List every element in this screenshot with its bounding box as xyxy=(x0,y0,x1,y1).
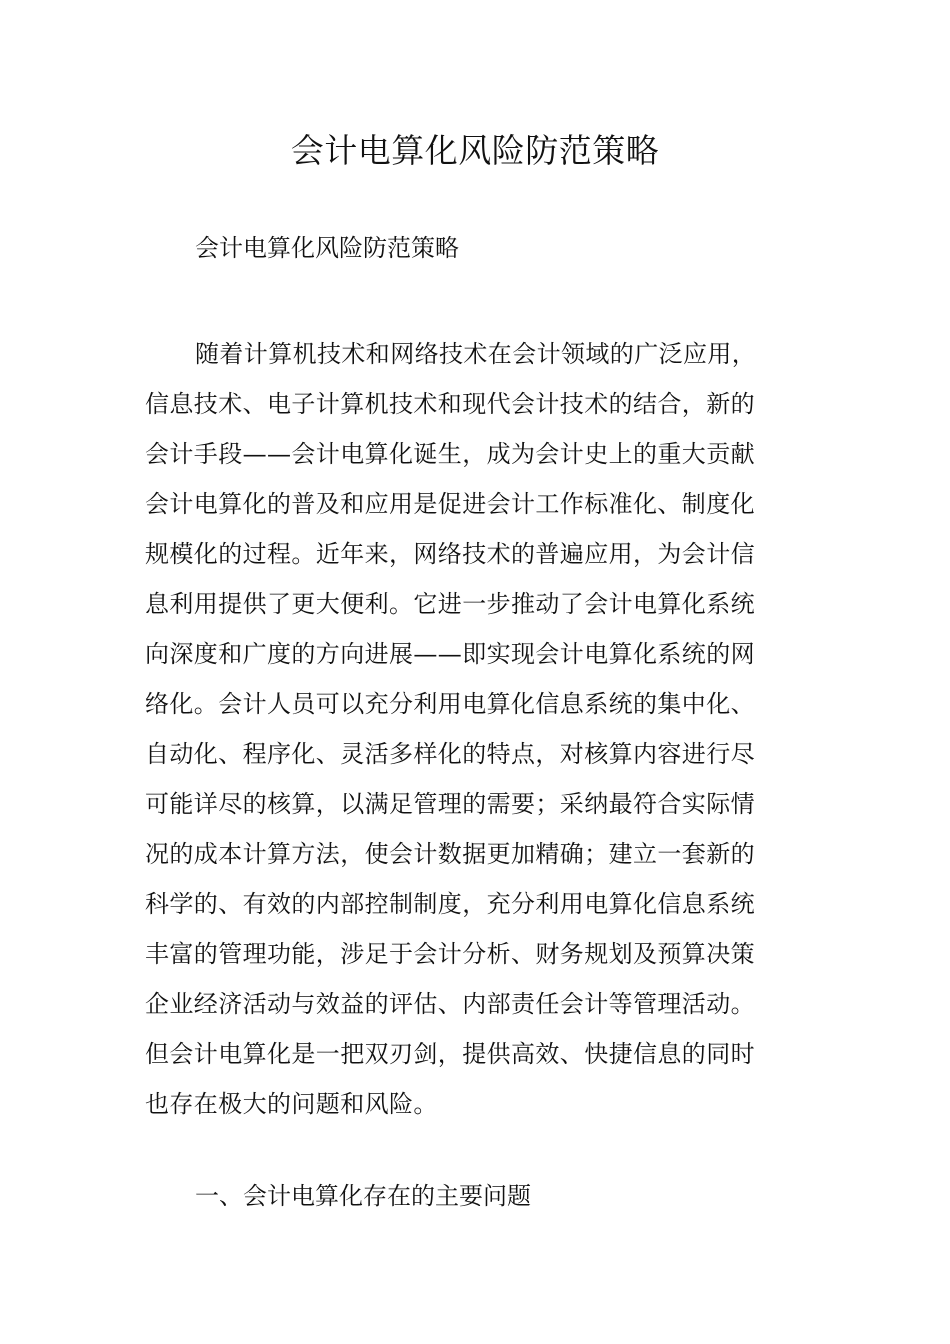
paragraph-line: 会计电算化的普及和应用是促进会计工作标准化、制度化 xyxy=(145,490,755,518)
paragraph-line: 但会计电算化是一把双刃剑，提供高效、快捷信息的同时 xyxy=(145,1040,755,1068)
body-paragraph xyxy=(145,329,807,1129)
document-title: 会计电算化风险防范策略 xyxy=(290,131,660,170)
paragraph-line: 自动化、程序化、灵活多样化的特点，对核算内容进行尽 xyxy=(145,740,755,768)
paragraph-line: 随着计算机技术和网络技术在会计领域的广泛应用， xyxy=(195,340,757,368)
paragraph-line: 络化。会计人员可以充分利用电算化信息系统的集中化、 xyxy=(145,690,755,718)
paragraph-line: 丰富的管理功能，涉足于会计分析、财务规划及预算决策 xyxy=(145,940,755,968)
paragraph-line: 向深度和广度的方向进展——即实现会计电算化系统的网 xyxy=(145,640,755,668)
paragraph-line: 也存在极大的问题和风险。 xyxy=(145,1090,438,1118)
paragraph-line: 企业经济活动与效益的评估、内部责任会计等管理活动。 xyxy=(145,990,755,1018)
section-heading: 一、会计电算化存在的主要问题 xyxy=(195,1182,531,1210)
paragraph-line: 会计手段——会计电算化诞生，成为会计史上的重大贡献 xyxy=(145,440,755,468)
document-subtitle: 会计电算化风险防范策略 xyxy=(195,234,459,262)
paragraph-line: 息利用提供了更大便利。它进一步推动了会计电算化系统 xyxy=(145,590,755,618)
paragraph-line: 科学的、有效的内部控制制度，充分利用电算化信息系统 xyxy=(145,890,755,918)
paragraph-line: 况的成本计算方法，使会计数据更加精确；建立一套新的 xyxy=(145,840,755,868)
paragraph-line: 可能详尽的核算，以满足管理的需要；采纳最符合实际情 xyxy=(145,790,755,818)
paragraph-line: 信息技术、电子计算机技术和现代会计技术的结合，新的 xyxy=(145,390,755,418)
paragraph-line: 规模化的过程。近年来，网络技术的普遍应用，为会计信 xyxy=(145,540,755,568)
